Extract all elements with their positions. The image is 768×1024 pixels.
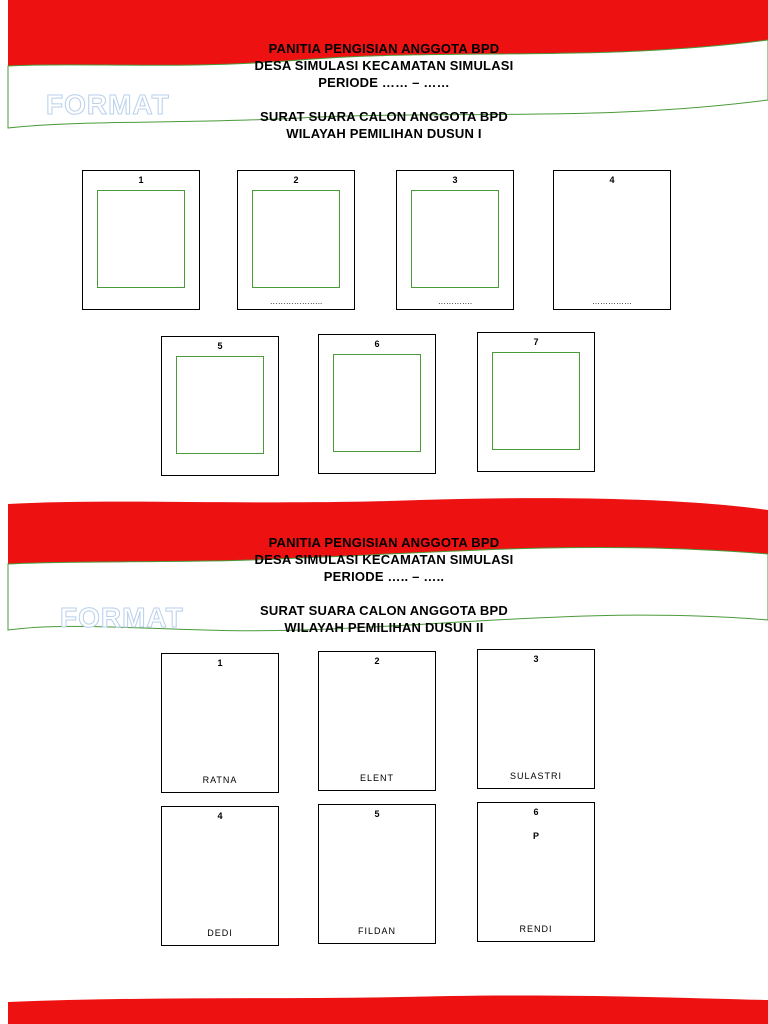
header-line: WILAYAH PEMILIHAN DUSUN II xyxy=(284,620,484,635)
candidate-extra-mark: P xyxy=(532,831,539,841)
candidate-card-6[interactable] xyxy=(318,334,436,474)
format-watermark-1: FORMAT xyxy=(46,89,170,120)
header-line: SURAT SUARA CALON ANGGOTA BPD xyxy=(260,603,508,618)
candidate-name: RENDI xyxy=(519,924,553,934)
header-line xyxy=(0,91,768,108)
candidate-number: 6 xyxy=(533,807,539,817)
photo-placeholder xyxy=(97,190,185,288)
candidate-card-dedi[interactable] xyxy=(161,806,279,946)
candidate-card-fildan[interactable] xyxy=(318,804,436,944)
candidate-name: RATNA xyxy=(202,775,238,785)
candidate-card-3[interactable] xyxy=(396,170,514,310)
candidate-card-5[interactable] xyxy=(161,336,279,476)
candidate-number: 3 xyxy=(452,175,458,185)
candidate-number: 2 xyxy=(293,175,299,185)
candidate-number: 4 xyxy=(609,175,615,185)
candidate-card-sulastri[interactable] xyxy=(477,649,595,789)
candidate-number: 5 xyxy=(374,809,380,819)
header-line: DESA SIMULASI KECAMATAN SIMULASI xyxy=(254,552,514,567)
candidate-number: 3 xyxy=(533,654,539,664)
format-watermark-2: FORMAT xyxy=(60,602,184,633)
header-line: SURAT SUARA CALON ANGGOTA BPD xyxy=(260,109,508,124)
candidate-card-2[interactable] xyxy=(237,170,355,310)
header-line: DESA SIMULASI KECAMATAN SIMULASI xyxy=(254,58,514,73)
candidate-name: DEDI xyxy=(207,928,233,938)
header-line: PERIODE ….. – ….. xyxy=(323,569,445,584)
header-line: WILAYAH PEMILIHAN DUSUN I xyxy=(286,126,482,141)
candidate-card-4[interactable] xyxy=(553,170,671,310)
header-line: PANITIA PENGISIAN ANGGOTA BPD xyxy=(268,41,500,56)
photo-placeholder xyxy=(252,190,340,288)
candidate-name: ELENT xyxy=(359,773,394,783)
candidate-name-placeholder: …………. xyxy=(437,297,473,306)
candidate-name-placeholder: …………… xyxy=(592,297,632,306)
header-line: PANITIA PENGISIAN ANGGOTA BPD xyxy=(268,535,500,550)
photo-placeholder xyxy=(176,356,264,454)
photo-placeholder xyxy=(411,190,499,288)
candidate-number: 1 xyxy=(217,658,223,668)
candidate-card-rendi[interactable] xyxy=(477,802,595,942)
flag-banner-3 xyxy=(0,994,768,1024)
ballot-header-2 xyxy=(0,534,768,636)
candidate-number: 1 xyxy=(138,175,144,185)
photo-placeholder xyxy=(492,352,580,450)
header-line: PERIODE …… – …… xyxy=(318,75,450,90)
candidate-number: 4 xyxy=(217,811,223,821)
candidate-card-elent[interactable] xyxy=(318,651,436,791)
candidate-name-placeholder: ……………….. xyxy=(269,297,323,306)
candidate-number: 6 xyxy=(374,339,380,349)
candidate-name: FILDAN xyxy=(357,926,396,936)
candidate-card-ratna[interactable] xyxy=(161,653,279,793)
candidate-number: 5 xyxy=(217,341,223,351)
candidate-card-7[interactable] xyxy=(477,332,595,472)
photo-placeholder xyxy=(333,354,421,452)
candidate-card-1[interactable] xyxy=(82,170,200,310)
header-line xyxy=(0,585,768,602)
candidate-number: 2 xyxy=(374,656,380,666)
candidate-name: SULASTRI xyxy=(509,771,562,781)
candidate-number: 7 xyxy=(533,337,539,347)
ballot-header-1 xyxy=(0,40,768,142)
